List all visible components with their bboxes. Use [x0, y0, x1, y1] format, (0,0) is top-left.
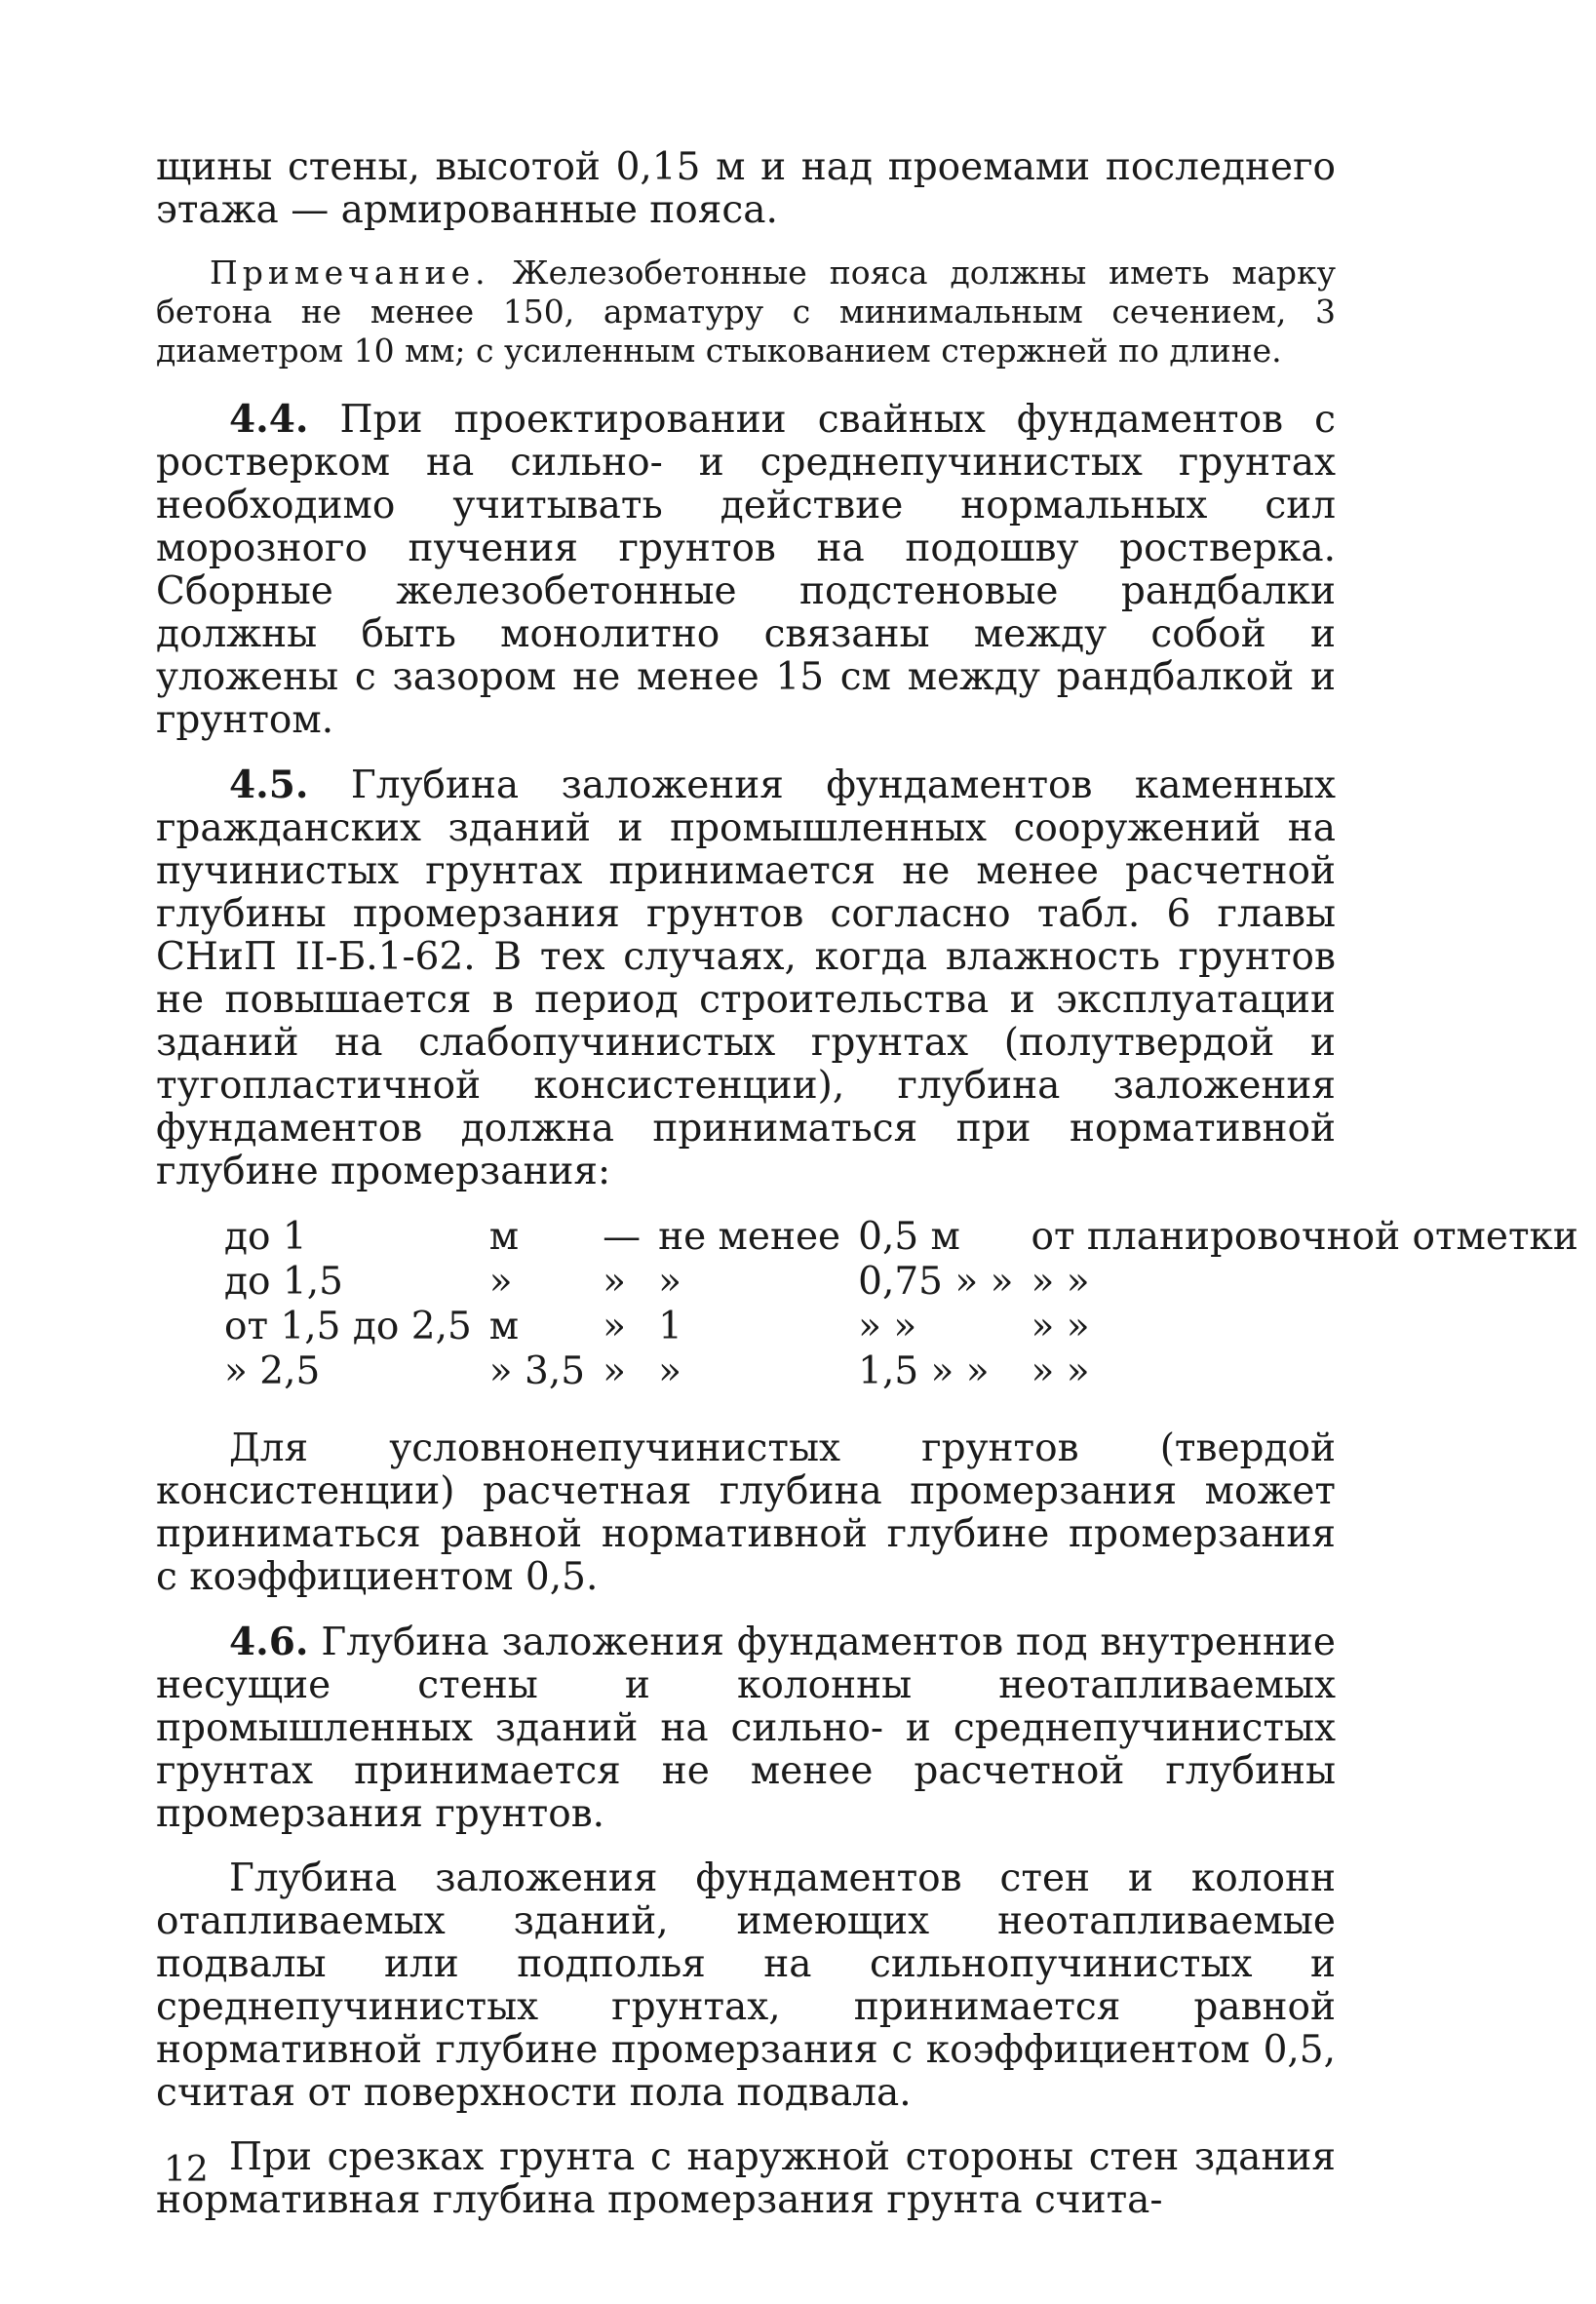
table-row: [224, 1305, 1596, 1349]
table-cell: »: [603, 1260, 626, 1304]
paragraph-soil-cuts: При срезках грунта с наружной стороны стен здания нормативная глубина промерзания грунта счита-: [156, 2135, 1336, 2222]
paragraph-4-5: [156, 763, 1336, 1193]
note-label: Примечание.: [210, 254, 490, 292]
section-number-4-4: 4.4.: [229, 397, 309, 442]
table-cell: 1,5 » »: [858, 1349, 990, 1393]
table-cell: » »: [858, 1305, 917, 1348]
table-cell: 0,5 м: [858, 1215, 960, 1259]
paragraph-4-6: [156, 1621, 1336, 1836]
table-cell: м: [488, 1215, 520, 1259]
section-number-4-6: 4.6.: [229, 1620, 309, 1664]
table-cell: » »: [1031, 1305, 1090, 1348]
table-cell: 0,75 » »: [858, 1260, 1014, 1304]
table-cell: » »: [1031, 1260, 1090, 1304]
table-cell: »: [603, 1305, 626, 1348]
table-cell: »: [658, 1260, 681, 1304]
table-row: [224, 1215, 1596, 1260]
table-cell: —: [603, 1215, 642, 1259]
paragraph-4-4-text: При проектировании свайных фундаментов с ростверком на сильно- и среднепучинистых грунтах необходимо учитывать действие нормальных сил морозного пучения грунтов на подошву ростверка. Сборные железобетонные подстеновые рандбалки должны быть монолитно связаны между собой и уложены с зазором не менее 15 см между рандбалкой и грунтом.: [156, 398, 1336, 742]
table-cell: »: [658, 1349, 681, 1393]
paragraph-continuation: щины стены, высотой 0,15 м и над проемами последнего этажа — армированные пояса.: [156, 145, 1336, 232]
table-cell: 1: [658, 1305, 682, 1348]
table-row: [224, 1349, 1596, 1394]
paragraph-heated-buildings: Глубина заложения фундаментов стен и колонн отапливаемых зданий, имеющих неотапливаемые подвалы или подполья на сильнопучинистых и среднепучинистых грунтах, принимается равной нормативной глубине промерзания с коэффициентом 0,5, считая от поверхности пола подвала.: [156, 1856, 1336, 2115]
table-cell: от планировочной отметки: [1031, 1215, 1578, 1259]
paragraph-4-5-text: Глубина заложения фундаментов каменных гражданских зданий и промышленных сооружений на пучинистых грунтах принимается не менее расчетной глубины промерзания грунтов согласно табл. 6 главы СНиП II-Б.1-62. В тех случаях, когда влажность грунтов не повышается в период строительства и эксплуатации зданий на слабопучинистых грунтах (полутвердой и тугопластичной консистенции), глубина заложения фундаментов должна приниматься при нормативной глубине промерзания:: [156, 763, 1336, 1193]
note-paragraph: [156, 254, 1336, 371]
section-number-4-5: 4.5.: [229, 762, 309, 807]
paragraph-non-heaving: Для условнонепучинистых грунтов (твердой консистенции) расчетная глубина промерзания может приниматься равной нормативной глубине промерзания с коэффициентом 0,5.: [156, 1426, 1336, 1599]
paragraph-4-4: [156, 398, 1336, 742]
table-cell: до 1: [224, 1215, 307, 1259]
table-cell: » 2,5: [224, 1349, 321, 1393]
table-cell: »: [488, 1260, 513, 1304]
frost-depth-table: [224, 1215, 1596, 1394]
page-number: 12: [164, 2150, 209, 2190]
table-cell: » »: [1031, 1349, 1090, 1393]
table-cell: » 3,5: [488, 1349, 586, 1393]
note-text: Железобетонные пояса должны иметь марку бетона не менее 150, арматуру с минимальным сечением, 3 диаметром 10 мм; с усиленным стыкованием стержней по длине.: [156, 254, 1336, 370]
table-row: [224, 1260, 1596, 1305]
table-cell: »: [603, 1349, 626, 1393]
table-cell: от 1,5 до 2,5: [224, 1305, 472, 1348]
table-cell: не менее: [658, 1215, 841, 1259]
table-cell: до 1,5: [224, 1260, 343, 1304]
table-cell: м: [488, 1305, 520, 1348]
paragraph-4-6-text: Глубина заложения фундаментов под внутренние несущие стены и колонны неотапливаемых промышленных зданий на сильно- и среднепучинистых грунтах принимается не менее расчетной глубины промерзания грунтов.: [156, 1621, 1336, 1836]
